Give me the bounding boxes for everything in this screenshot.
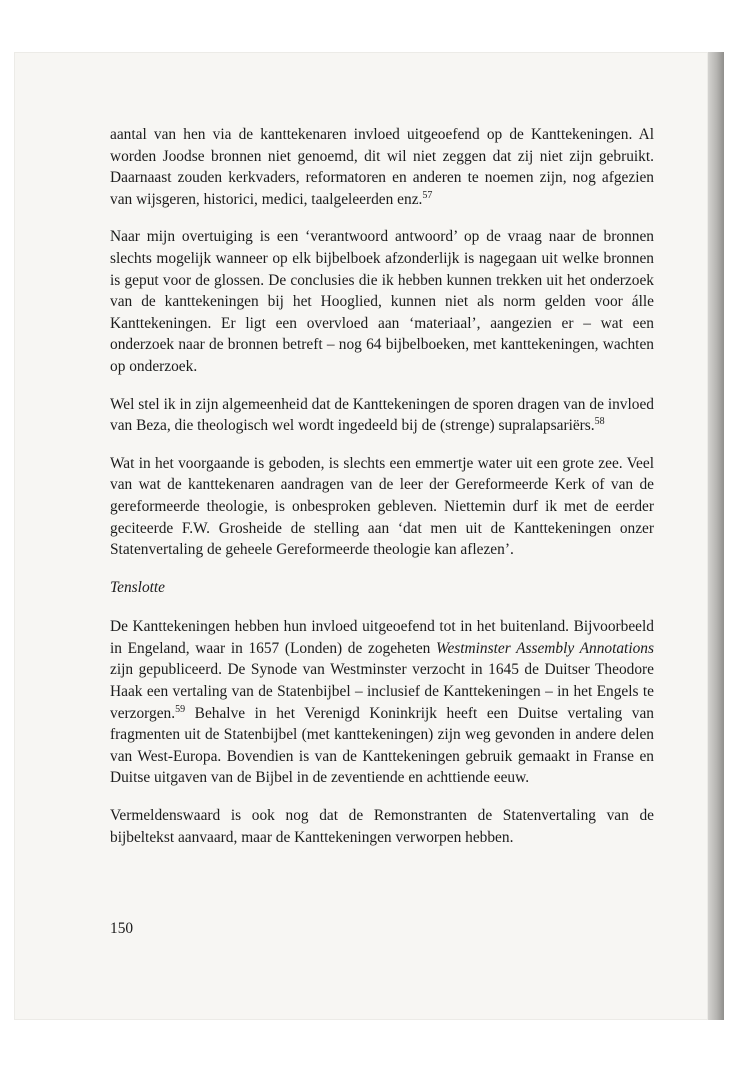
- paragraph-5-text-c: Behalve in het Verenigd Koninkrijk heeft een Duitse vertaling van fragmenten uit de Statenbijbel (met kanttekeningen) zijn weg gevonden in andere delen van West-Europa. Bovendien is van de Kanttekeningen gebruik gemaakt in Franse en Duitse uitgaven van de Bijbel in de zeventiende en achttiende eeuw.: [110, 704, 654, 787]
- section-heading: Tenslotte: [110, 578, 166, 596]
- paragraph-4-text: Wat in het voorgaande is geboden, is slechts een emmertje water uit een grote zee. Veel van wat de kanttekenaren aandragen van de leer der Gereformeerde Kerk of van de gereformeerde theologie, is onbesproken gebleven. Niettemin durf ik met de eerder geciteerde F.W. Grosheide de stelling aan ‘dat men uit de Kanttekeningen onzer Statenvertaling de geheele Gereformeerde theologie kan aflezen’.: [110, 454, 654, 559]
- paragraph-4: [110, 453, 654, 561]
- footnote-ref-59: 59: [175, 703, 186, 715]
- paragraph-5-text-a: De Kanttekeningen hebben hun invloed uitgeoefend tot in het buitenland. Bijvoorbeeld in Engeland, waar in 1657 (Londen) de zogeheten: [110, 618, 654, 657]
- paragraph-2-text: Naar mijn overtuiging is een ‘verantwoord antwoord’ op de vraag naar de bronnen slechts mogelijk wanneer op elk bijbelboek afzonderlijk is nagegaan uit welke bronnen is geput voor de glossen. De conclusies die ik hebben kunnen trekken uit het onderzoek van de kanttekeningen bij het Hooglied, kunnen niet als norm gelden voor álle Kanttekeningen. Er ligt een overvloed aan ‘materiaal’, aangezien er – wat een onderzoek naar de bronnen betreft – nog 64 bijbelboeken, met kanttekeningen, wachten op onderzoek.: [110, 228, 654, 375]
- footnote-ref-58: 58: [594, 416, 605, 427]
- body-text: [110, 124, 654, 864]
- italic-title: Westminster Assembly Annotations: [436, 639, 654, 657]
- page-edge: [708, 52, 724, 1020]
- paragraph-3: [110, 394, 654, 437]
- paragraph-2: [110, 226, 654, 377]
- footnote-ref-57: 57: [422, 189, 433, 201]
- paragraph-1-text: aantal van hen via de kanttekenaren invloed uitgeoefend op de Kanttekeningen. Al worden Joodse bronnen niet genoemd, dit wil niet zeggen dat zij niet zijn gebruikt. Daarnaast zouden kerkvaders, reformatoren en anderen te noemen zijn, nog afgezien van wijsgeren, historici, medici, taalgeleerden enz.: [110, 126, 654, 208]
- book-page: [14, 52, 708, 1020]
- paragraph-3-text: Wel stel ik in zijn algemeenheid dat de Kanttekeningen de sporen dragen van de invloed van Beza, die theologisch wel wordt ingedeeld bij de (strenge) supralapsariërs.: [110, 395, 654, 435]
- paragraph-5-text-b: zijn gepubliceerd. De Synode van Westminster verzocht in 1645 de Duitser Theodore Haak een vertaling van de Statenbijbel – inclusief de Kanttekeningen – in het Engels te verzorgen.: [110, 661, 654, 722]
- paragraph-5: [110, 616, 654, 789]
- page-number: 150: [110, 920, 134, 937]
- paragraph-1: [110, 124, 654, 210]
- paragraph-6: [110, 805, 654, 848]
- paragraph-6-text: Vermeldenswaard is ook nog dat de Remonstranten de Statenvertaling van de bijbeltekst aanvaard, maar de Kanttekeningen verworpen hebben.: [110, 807, 654, 846]
